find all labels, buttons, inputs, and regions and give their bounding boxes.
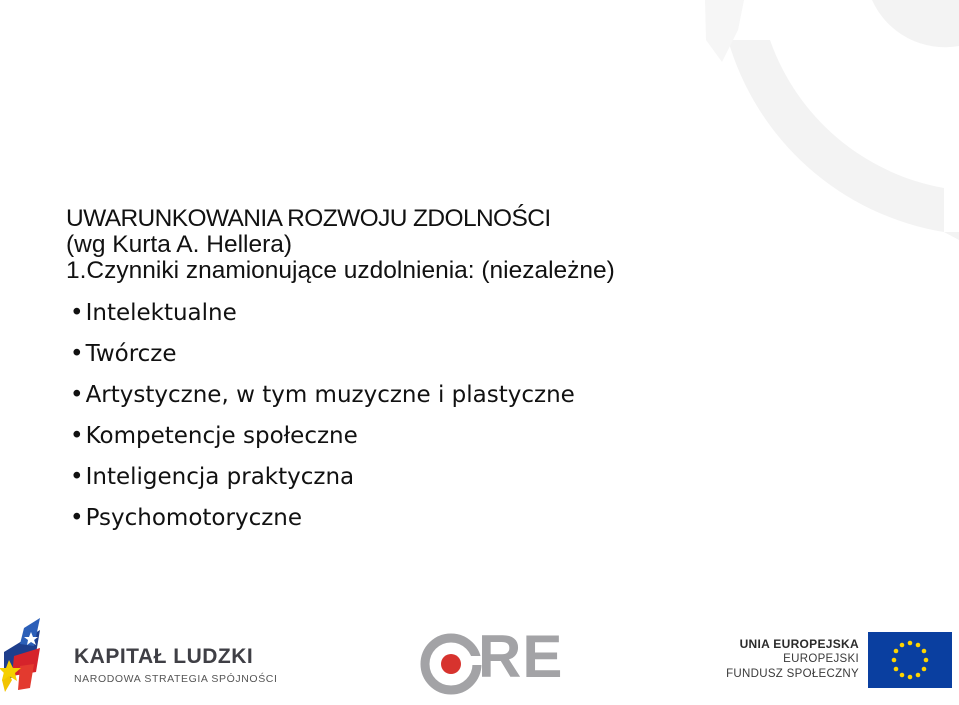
slide-subtitle-author: (wg Kurta A. Hellera) [66,231,293,258]
kapital-ludzki-logo [74,646,278,686]
bullet-icon: • [70,505,84,531]
list-item [70,293,906,334]
bullet-icon: • [70,300,84,326]
eu-line-european: EUROPEJSKI [783,653,859,665]
eu-flag-icon [868,632,952,688]
list-item-text: Intelektualne [85,300,237,326]
slide-content [66,206,906,539]
bullet-list [66,293,906,539]
eu-logo-text [726,636,859,682]
list-item-text: Twórcze [85,341,177,367]
list-item [70,457,906,498]
ore-logo-icon [425,638,482,690]
kapital-ludzki-logo-icon [0,618,40,692]
list-item [70,334,906,375]
list-item-text: Kompetencje społeczne [85,423,358,449]
ore-logo-text: RE [478,623,564,690]
bullet-icon: • [70,464,84,490]
kapital-ludzki-name: KAPITAŁ LUDZKI [74,645,254,668]
list-item [70,498,906,539]
list-item-text: Psychomotoryczne [85,505,303,531]
slide-title: UWARUNKOWANIA ROZWOJU ZDOLNOŚCI [66,205,551,232]
bullet-icon: • [70,341,84,367]
kapital-ludzki-subtitle: NARODOWA STRATEGIA SPÓJNOŚCI [74,673,278,685]
list-item-text: Inteligencja praktyczna [85,464,355,490]
bullet-icon: • [70,382,84,408]
eu-line-fund: FUNDUSZ SPOŁECZNY [726,668,859,680]
slide-section-heading: 1.Czynniki znamionujące uzdolnienia: (niezależne) [66,257,615,284]
list-item [70,375,906,416]
list-item [70,416,906,457]
bullet-icon: • [70,423,84,449]
list-item-text: Artystyczne, w tym muzyczne i plastyczne [85,382,575,408]
eu-line-union: UNIA EUROPEJSKA [739,637,859,651]
